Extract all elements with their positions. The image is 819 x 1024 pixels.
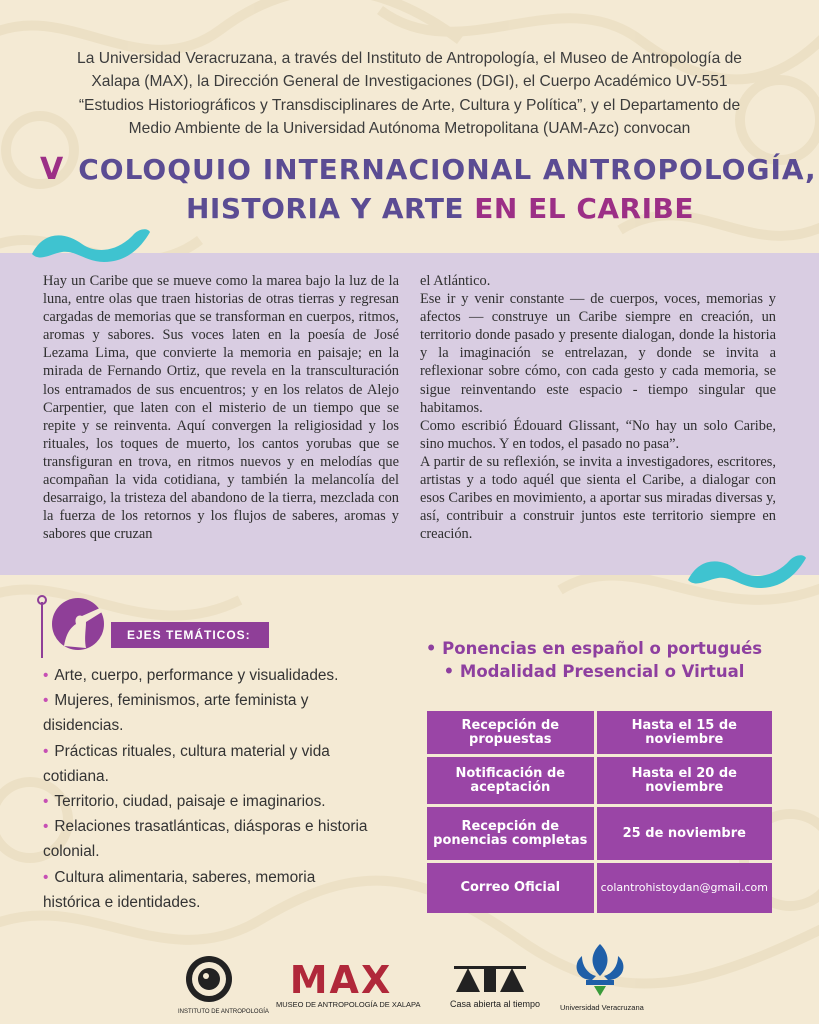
title-line-1: COLOQUIO INTERNACIONAL ANTROPOLOGÍA,	[78, 153, 817, 186]
date-label: Recepción de propuestas	[427, 711, 594, 754]
title-line-2b: EN EL CARIBE	[464, 192, 694, 225]
table-row	[427, 807, 772, 860]
dates-table	[424, 708, 775, 916]
max-caption: MUSEO DE ANTROPOLOGÍA DE XALAPA	[276, 1000, 421, 1009]
ejes-list	[43, 663, 373, 915]
wave-icon-bottom	[686, 548, 808, 590]
max-wordmark: MAX	[289, 958, 393, 1002]
list-item: • Arte, cuerpo, performance y visualidades.	[43, 667, 339, 684]
trumpet-figure-icon	[34, 594, 114, 660]
uv-logo	[560, 940, 644, 1012]
bullet: •	[43, 818, 49, 836]
bullet: •	[43, 692, 49, 710]
body-paragraph: Ese ir y venir constante — de cuerpos, voces, memorias y afectos — construye un Caribe siempre en creación, un territorio donde pasado y presente dialogan, donde la historia y la imaginación se entrelazan, y donde se invita a reflexionar sobre cómo, con cada gesto y cada memoria, se sigue reinventando este espacio - tiempo singular que habitamos.	[420, 291, 776, 416]
bullet: •	[43, 667, 49, 684]
list-item: • Mujeres, feminismos, arte feminista y disidencias.	[43, 692, 309, 735]
uv-caption: Universidad Veracruzana	[560, 1003, 644, 1012]
date-label: Recepción de ponencias completas	[427, 807, 594, 860]
date-value: 25 de noviembre	[597, 807, 772, 860]
body-text-right	[420, 272, 776, 543]
title-line-2a: HISTORIA Y ARTE	[186, 192, 465, 225]
email-link[interactable]: colantrohistoydan@gmail.com	[597, 863, 772, 913]
intro-line: “Estudios Historiográficos y Transdisciplinares de Arte, Cultura y Política”, y el Departamento de	[78, 96, 741, 114]
sponsor-logos	[0, 950, 819, 1020]
uam-caption: Casa abierta al tiempo	[450, 999, 541, 1009]
uv-fleur-icon	[560, 940, 640, 998]
date-label: Notificación de aceptación	[427, 757, 594, 804]
date-value: Hasta el 20 de noviembre	[597, 757, 772, 804]
inst-antropologia-logo	[178, 954, 269, 1015]
list-item: • Prácticas rituales, cultura material y vida cotidiana.	[43, 742, 330, 785]
body-paragraph: Como escribió Édouard Glissant, “No hay un solo Caribe, sino muchos. Y en todos, el pasado no pasa”.	[420, 417, 776, 452]
list-item: • Territorio, ciudad, paisaje e imaginarios.	[43, 793, 326, 811]
wave-icon-top	[30, 222, 152, 264]
bullet: •	[43, 793, 49, 811]
inst-antropologia-emblem-icon	[178, 954, 240, 1004]
uam-logo	[450, 964, 541, 1009]
intro-paragraph	[34, 47, 785, 141]
body-paragraph: Hay un Caribe que se mueve como la marea bajo la luz de la luna, entre olas que traen historias de otras tierras y regresan cargadas de memorias que se transforman en cuerpos, ritmos, aromas y sabores. Sus voces laten en la poesía de José Lezama Lima, que convierte la memoria en paisaje; en la mirada de Fernando Ortiz, que revela en la transculturación los entramados de sus encuentros; y en los relatos de Alejo Carpentier, que laten con el misterio de un tiempo que se repite y se reinventa. Aquí convergen la religiosidad y los rituales, los toques de muerto, los cantos yorubas que se transfiguran en trova, en ritmos nuevos y en melodías que acompañan la vida cotidiana, y también la melancolía del desarraigo, la tristeza del abandono de la tierra, mezclada con la fuerza de los retornos y los flujos de saberes, aromas y sabores que cruzan	[43, 273, 399, 543]
table-row	[427, 863, 772, 913]
intro-line: La Universidad Veracruzana, a través del Instituto de Antropología, el Museo de Antropología de	[77, 50, 742, 67]
body-paragraph: el Atlántico.	[420, 273, 491, 289]
table-row	[427, 711, 772, 754]
bullet: •	[43, 742, 49, 760]
bullet: •	[43, 868, 49, 886]
intro-line: Xalapa (MAX), la Dirección General de Investigaciones (DGI), el Cuerpo Académico UV-551	[91, 73, 728, 91]
max-logo	[276, 958, 421, 1009]
inst-caption: INSTITUTO DE ANTROPOLOGÍA	[178, 1009, 269, 1015]
modalidad-points	[414, 637, 774, 683]
date-label: Correo Oficial	[427, 863, 594, 913]
uam-emblem-icon	[450, 964, 530, 994]
title-numeral: V	[40, 152, 65, 187]
point-idiomas: • Ponencias en español o portugués	[425, 639, 763, 658]
date-value: Hasta el 15 de noviembre	[597, 711, 772, 754]
body-paragraph: A partir de su reflexión, se invita a investigadores, escritores, artistas y a todo aquél que sienta el Caribe, a dialogar con esos Caribes en movimiento, a aportar sus miradas diversas y, así, contribuir a construir juntos este territorio siempre en creación.	[420, 453, 776, 543]
list-item: • Relaciones trasatlánticas, diásporas e historia colonial.	[43, 818, 368, 861]
ejes-tematicos-label: EJES TEMÁTICOS:	[111, 622, 269, 648]
point-modalidad: • Modalidad Presencial o Virtual	[443, 662, 745, 681]
table-row	[427, 757, 772, 804]
intro-line: Medio Ambiente de la Universidad Autónoma Metropolitana (UAM-Azc) convocan	[128, 120, 691, 138]
list-item: • Cultura alimentaria, saberes, memoria histórica e identidades.	[43, 868, 316, 911]
body-text-left	[43, 272, 399, 543]
